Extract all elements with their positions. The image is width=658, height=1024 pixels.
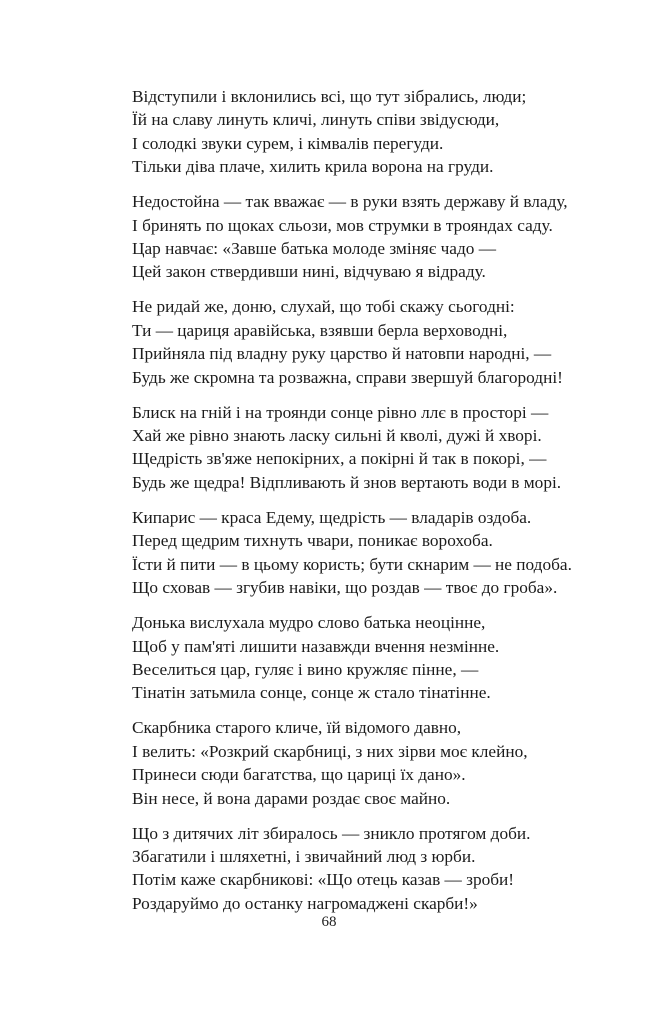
stanza-8 xyxy=(132,822,602,916)
verse-line: Ти — цариця аравійська, взявши берла верховодні, xyxy=(132,320,508,340)
verse-line: Потім каже скарбникові: «Що отець казав — зроби! xyxy=(132,870,515,890)
verse-line: Їй на славу линуть кличі, линуть співи звідусюди, xyxy=(132,110,500,130)
verse-line: Донька вислухала мудро слово батька неоцінне, xyxy=(132,613,486,633)
verse-line: Хай же рівно знають ласку сильні й кволі, дужі й хворі. xyxy=(132,426,542,446)
verse-line: Їсти й пити — в цьому користь; бути скнарим — не подоба. xyxy=(132,554,572,574)
verse-line: Перед щедрим тихнуть чвари, поникає ворохоба. xyxy=(132,531,493,551)
verse-line: Що сховав — згубив навіки, що роздав — твоє до гроба». xyxy=(132,578,558,598)
verse-line: Прийняла під владну руку царство й натовпи народні, — xyxy=(132,344,552,364)
verse-line: Роздаруймо до останку нагромаджені скарби!» xyxy=(132,893,478,913)
stanza-5 xyxy=(132,506,602,600)
verse-line: Цар навчає: «Завше батька молоде зміняє чадо — xyxy=(132,239,496,259)
stanza-3 xyxy=(132,295,602,389)
verse-line: І велить: «Розкрий скарбниці, з них зірви моє клейно, xyxy=(132,741,528,761)
verse-line: Не ридай же, доню, слухай, що тобі скажу сьогодні: xyxy=(132,297,515,317)
verse-line: Недостойна — так вважає — в руки взять державу й владу, xyxy=(132,192,568,212)
verse-line: Щоб у пам'яті лишити назавжди вчення незмінне. xyxy=(132,636,500,656)
verse-line: Що з дитячих літ збиралось — зникло протягом доби. xyxy=(132,823,531,843)
verse-line: Скарбника старого кличе, їй відомого давно, xyxy=(132,718,462,738)
verse-line: Тінатін затьмила сонце, сонце ж стало тінатінне. xyxy=(132,683,491,703)
stanza-6 xyxy=(132,611,602,705)
stanza-7 xyxy=(132,716,602,810)
verse-line: І солодкі звуки сурем, і кімвалів перегуди. xyxy=(132,133,444,153)
verse-line: Щедрість зв'яже непокірних, а покірні й так в покорі, — xyxy=(132,449,547,469)
verse-line: Будь же щедра! Відпливають й знов вертають води в морі. xyxy=(132,472,562,492)
verse-line: Він несе, й вона дарами роздає своє майно. xyxy=(132,788,451,808)
stanza-1 xyxy=(132,85,602,179)
stanza-2 xyxy=(132,190,602,284)
verse-line: Відступили і вклонились всі, що тут зібрались, люди; xyxy=(132,87,527,106)
verse-line: Будь же скромна та розважна, справи звершуй благородні! xyxy=(132,367,563,387)
verse-line: Принеси сюди багатства, що цариці їх дано». xyxy=(132,765,466,785)
verse-line: Тільки діва плаче, хилить крила ворона на груди. xyxy=(132,157,494,177)
verse-line: І бринять по щоках сльози, мов струмки в трояндах саду. xyxy=(132,215,553,235)
poem-text xyxy=(132,85,602,927)
verse-line: Кипарис — краса Едему, щедрість — владарів оздоба. xyxy=(132,507,532,527)
verse-line: Збагатили і шляхетні, і звичайний люд з юрби. xyxy=(132,846,476,866)
verse-line: Цей закон ствердивши нині, відчуваю я відраду. xyxy=(132,262,486,282)
stanza-4 xyxy=(132,401,602,495)
page-number: 68 xyxy=(321,914,337,930)
verse-line: Блиск на гній і на троянди сонце рівно ллє в просторі — xyxy=(132,402,549,422)
verse-line: Веселиться цар, гуляє і вино кружляє пінне, — xyxy=(132,659,479,679)
